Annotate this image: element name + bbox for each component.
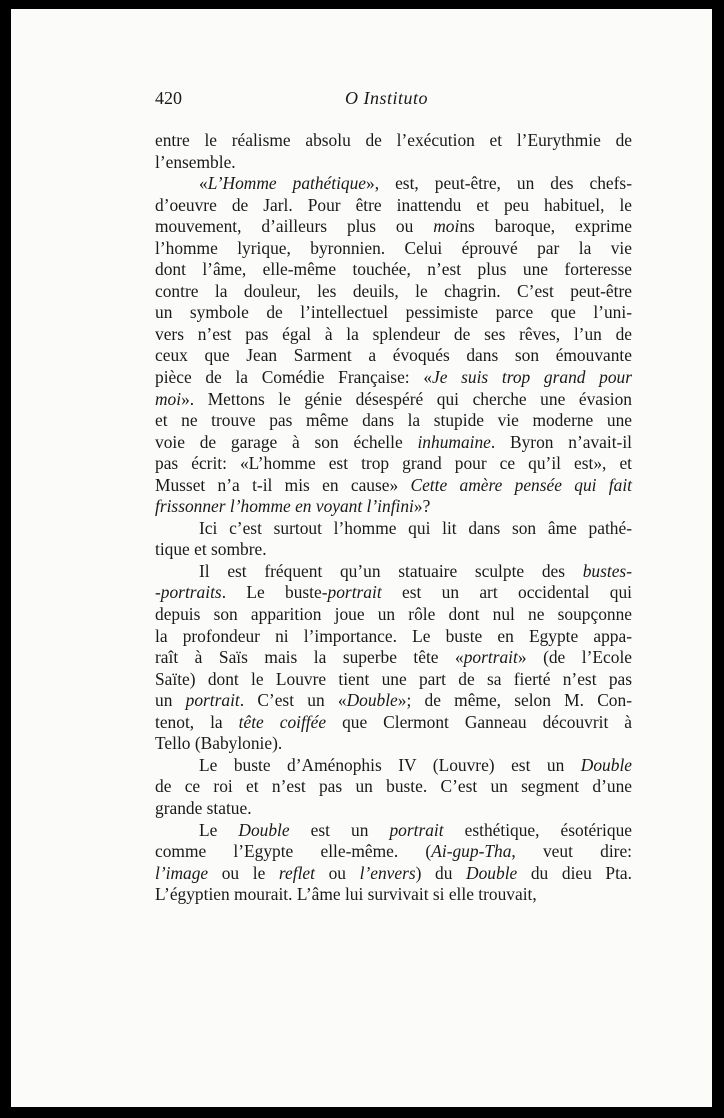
text-line: L’égyptien mourait. L’âme lui survivait si elle trouvait, <box>155 884 537 905</box>
text-line: Tello (Babylonie). <box>155 733 283 754</box>
text-line: mouvement, d’ailleurs plus ou moins baroque, exprime <box>155 216 632 237</box>
text-line: l’image ou le reflet ou l’envers) du Double du dieu Pta. <box>155 862 632 883</box>
text-line: Musset n’a t-il mis en cause» Cette amère pensée qui fait <box>155 474 632 495</box>
running-title: O Instituto <box>345 88 429 108</box>
text-line: d’oeuvre de Jarl. Pour être inattendu et peu habituel, le <box>155 194 632 215</box>
text-line: voie de garage à son échelle inhumaine. Byron n’avait-il <box>155 431 633 452</box>
page-header <box>155 88 555 116</box>
text-line: grande statue. <box>155 797 252 818</box>
text-line: Le Double est un portrait esthétique, ésotérique <box>199 819 632 840</box>
text-line: depuis son apparition joue un rôle dont nul ne soupçonne <box>155 604 632 625</box>
text-line: frissonner l’homme en voyant l’infini»? <box>155 496 431 517</box>
text-line: un portrait. C’est un «Double»; de même, selon M. Con- <box>155 690 632 711</box>
text-line: moi». Mettons le génie désespéré qui cherche une évasion <box>155 388 632 409</box>
page-number: 420 <box>155 88 182 108</box>
text-line: et ne trouve pas même dans la stupide vie moderne une <box>155 410 632 431</box>
text-line: Le buste d’Aménophis IV (Louvre) est un Double <box>199 754 632 775</box>
text-line: Ici c’est surtout l’homme qui lit dans son âme pathé- <box>199 517 632 538</box>
text-line: -portraits. Le buste-portrait est un art occidental qui <box>155 582 633 603</box>
text-line: l’homme lyrique, byronnien. Celui éprouvé par la vie <box>155 237 632 258</box>
text-line: raît à Saïs mais la superbe tête «portrait» (de l’Ecole <box>155 647 632 668</box>
text-line: tique et sombre. <box>155 539 267 560</box>
body-text <box>155 130 632 906</box>
text-line: la profondeur ni l’importance. Le buste en Egypte appa- <box>155 625 632 646</box>
text-line: pas écrit: «L’homme est trop grand pour ce qu’il est», et <box>155 453 632 474</box>
text-line: ceux que Jean Sarment a évoqués dans son émouvante <box>155 345 632 366</box>
text-line: «L’Homme pathétique», est, peut-être, un des chefs- <box>199 173 632 194</box>
text-line: vers n’est pas égal à la splendeur de ses rêves, l’un de <box>155 323 632 344</box>
text-line: Saïte) dont le Louvre tient une part de sa fierté n’est pas <box>155 668 632 689</box>
text-line: contre la douleur, les deuils, le chagrin. C’est peut-être <box>155 280 632 301</box>
text-line: entre le réalisme absolu de l’exécution et l’Eurythmie de <box>155 130 632 150</box>
text-line: Il est fréquent qu’un statuaire sculpte des bustes- <box>199 560 632 581</box>
text-line: tenot, la tête coiffée que Clermont Ganneau découvrit à <box>155 711 632 732</box>
text-line: pièce de la Comédie Française: «Je suis trop grand pour <box>155 367 632 388</box>
text-line: un symbole de l’intellectuel pessimiste parce que l’uni- <box>155 302 632 323</box>
text-line: de ce roi et n’est pas un buste. C’est un segment d’une <box>155 776 632 797</box>
text-line: l’ensemble. <box>155 151 236 172</box>
text-line: dont l’âme, elle-même touchée, n’est plus une forteresse <box>155 259 632 280</box>
text-line: comme l’Egypte elle-même. (Ai-gup-Tha, veut dire: <box>155 841 632 862</box>
